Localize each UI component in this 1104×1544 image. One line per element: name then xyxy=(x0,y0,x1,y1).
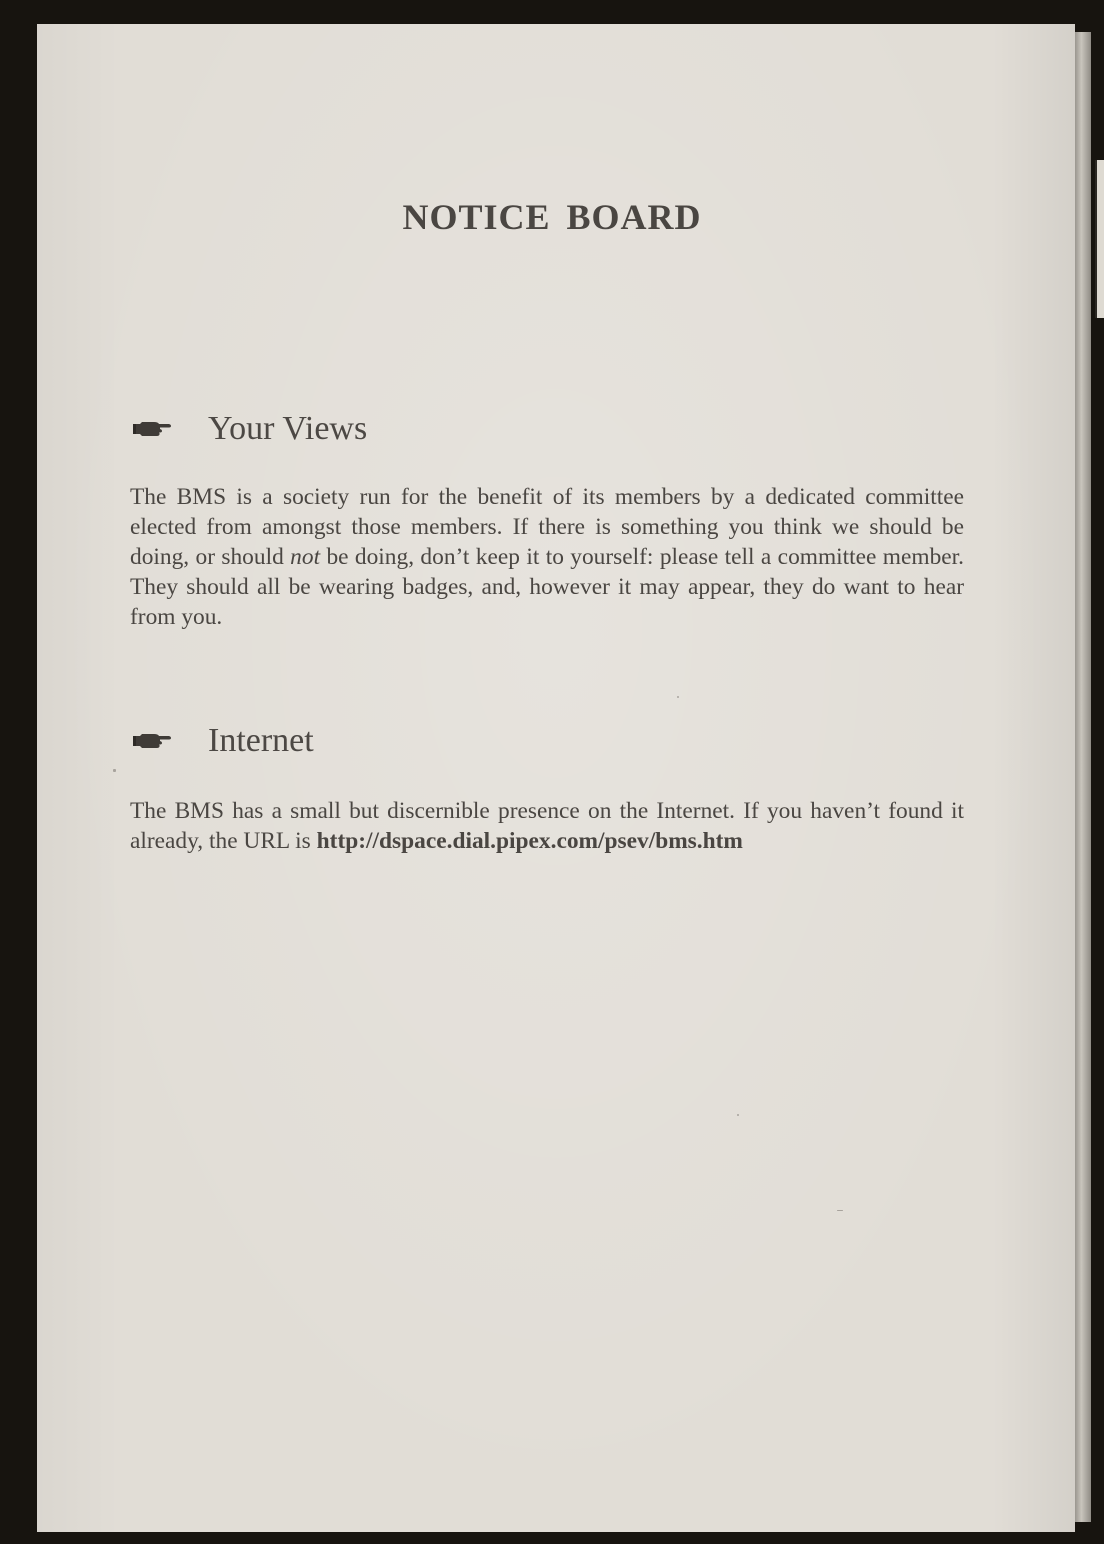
section-heading-text: Your Views xyxy=(208,410,368,447)
paper-speck xyxy=(737,1114,739,1116)
body-text-part: be doing, don’t keep it to yourself: please tell a committee member. They should all be wearing badges, and, however it may appear, they do want to hear from you. xyxy=(130,544,964,630)
pointing-hand-icon xyxy=(132,419,172,439)
section-heading-your-views xyxy=(132,410,367,448)
section-heading-text: Internet xyxy=(208,722,314,759)
paper-speck xyxy=(113,769,116,772)
body-text-part: The BMS is a society run for the benefit of its members by a dedicated committee elected from amongst those members. If there is something you think we should be doing, or should xyxy=(130,484,964,570)
section-body-internet xyxy=(130,796,964,856)
spine-tab xyxy=(1095,160,1104,318)
page-title: NOTICE BOARD xyxy=(402,197,702,237)
pointing-hand-icon xyxy=(132,731,172,751)
document-page xyxy=(37,24,1075,1532)
emphasis-text: not xyxy=(290,544,321,570)
section-body-your-views xyxy=(130,482,964,632)
page-edge xyxy=(1075,32,1091,1522)
body-text-part: The BMS has a small but discernible presence on the Internet. If you haven’t found it already, the URL is xyxy=(130,798,964,854)
paper-speck xyxy=(837,1210,843,1211)
paper-speck xyxy=(677,696,679,698)
website-url[interactable]: http://dspace.dial.pipex.com/psev/bms.htm xyxy=(316,828,743,854)
section-heading-internet xyxy=(132,722,314,760)
